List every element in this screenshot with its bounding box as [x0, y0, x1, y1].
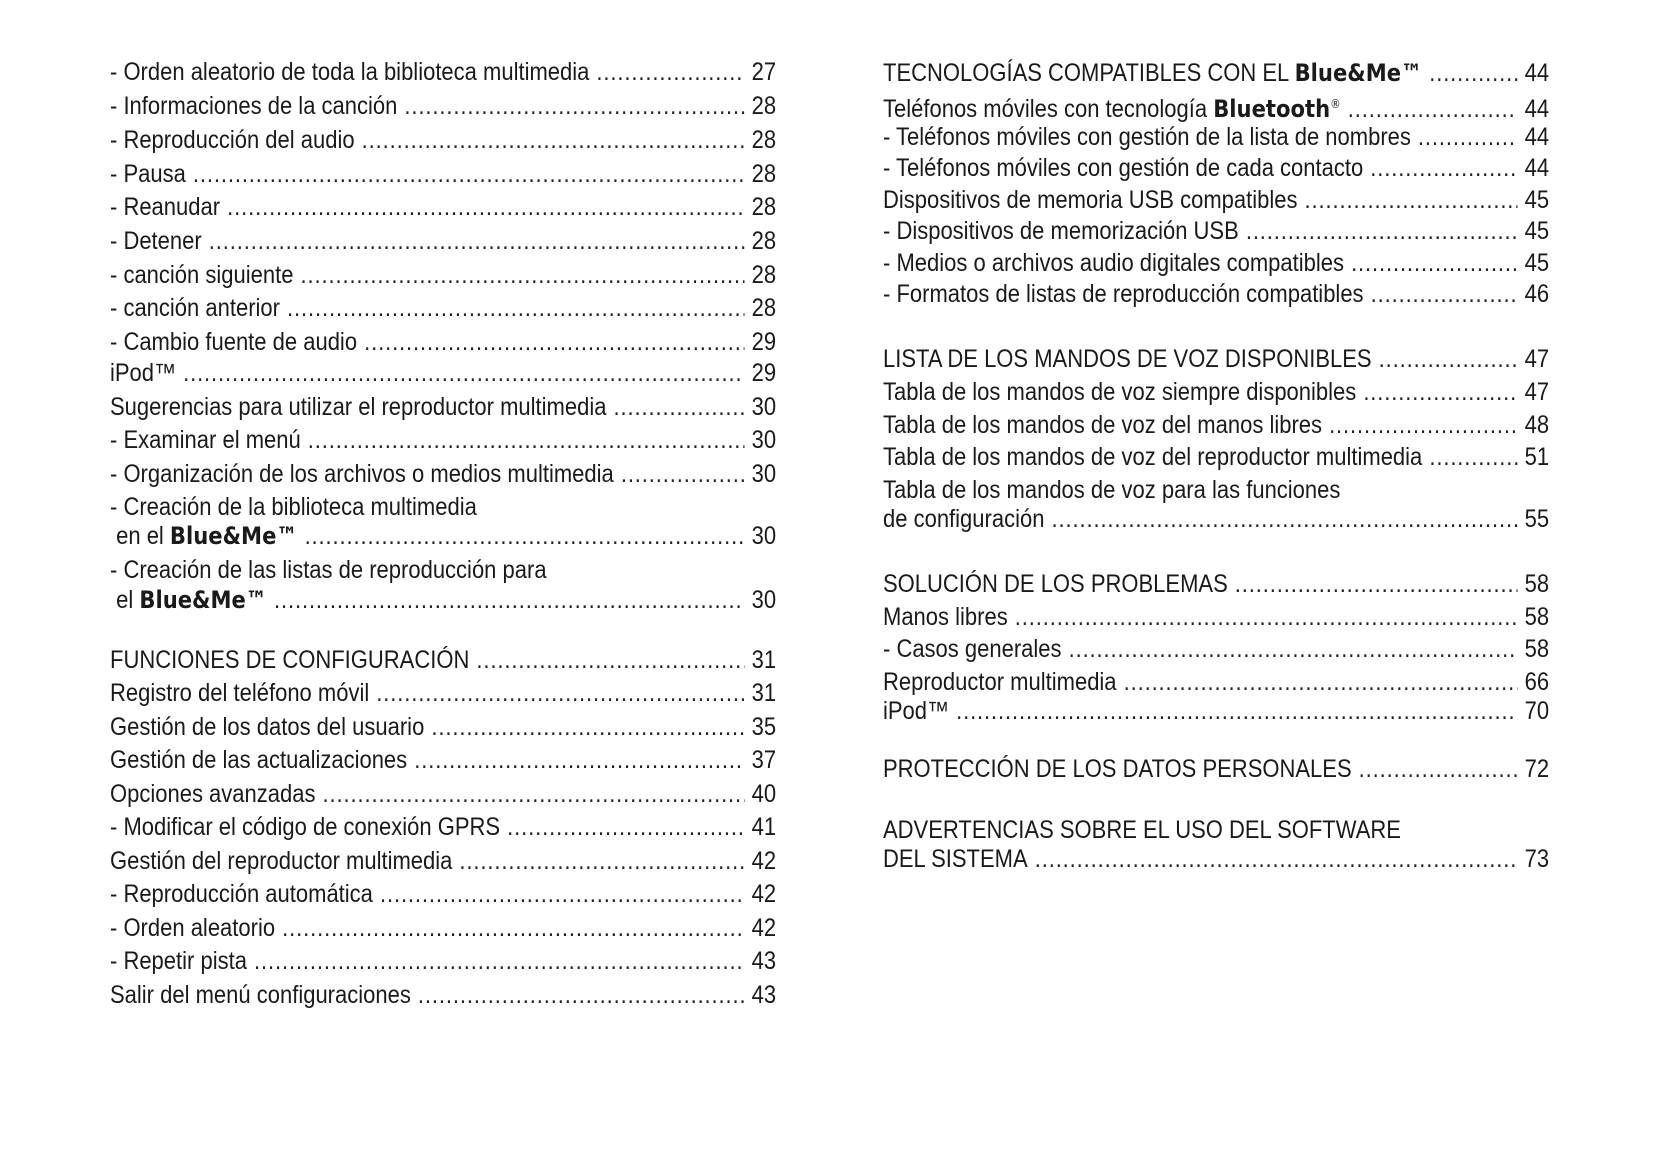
toc-entry-title — [883, 342, 1372, 376]
dot-leader — [193, 157, 745, 191]
brand-name — [1213, 95, 1341, 123]
toc-entry-text: DEL SISTEMA — [883, 845, 1028, 873]
dot-leader — [1418, 120, 1518, 154]
toc-entry-title — [110, 877, 373, 911]
toc-entry-title — [110, 325, 357, 359]
dot-leader — [1370, 151, 1517, 185]
toc-entry[interactable] — [110, 390, 776, 424]
toc-entry[interactable] — [110, 643, 776, 677]
toc-entry-title — [110, 423, 301, 457]
toc-entry[interactable] — [110, 224, 776, 258]
toc-entry-text: Manos libres — [883, 603, 1008, 631]
toc-entry-text: - Medios o archivos audio digitales compatibles — [883, 249, 1345, 277]
dot-leader — [380, 877, 745, 911]
dot-leader — [300, 258, 744, 292]
toc-entry[interactable] — [110, 553, 776, 587]
toc-entry-text: FUNCIONES DE CONFIGURACIÓN — [110, 646, 470, 674]
dot-leader — [1363, 375, 1517, 409]
toc-entry-title — [110, 583, 267, 617]
dot-leader — [323, 777, 745, 811]
toc-entry-text: Salir del menú configuraciones — [110, 981, 411, 1009]
toc-entry-text: - Orden aleatorio de toda la biblioteca multimedia — [110, 58, 590, 86]
toc-entry[interactable] — [883, 440, 1549, 474]
toc-entry-text: ADVERTENCIAS SOBRE EL USO DEL SOFTWARE — [883, 816, 1401, 844]
dot-leader — [1379, 342, 1518, 376]
brand-text: Blue&Me™ — [169, 522, 298, 550]
dot-leader — [418, 978, 745, 1012]
toc-entry[interactable] — [110, 710, 776, 744]
toc-entry[interactable] — [883, 632, 1549, 666]
dot-leader — [364, 325, 745, 359]
toc-entry-text: LISTA DE LOS MANDOS DE VOZ DISPONIBLES — [883, 345, 1372, 373]
toc-entry-title — [883, 375, 1356, 409]
toc-page-number: 31 — [751, 646, 777, 674]
toc-page-number: 29 — [751, 328, 777, 356]
dot-leader — [282, 911, 745, 945]
dot-leader — [376, 676, 744, 710]
toc-entry[interactable] — [883, 375, 1549, 409]
toc-page-number: 30 — [751, 393, 777, 421]
toc-page-number: 42 — [751, 880, 777, 908]
toc-entry-title — [110, 519, 298, 553]
dot-leader — [956, 694, 1518, 728]
toc-entry[interactable] — [110, 190, 776, 224]
toc-page-number: 51 — [1524, 443, 1550, 471]
toc-entry-text: Teléfonos móviles con tecnología — [883, 95, 1214, 123]
toc-page-number: 37 — [751, 746, 777, 774]
registered-mark: ® — [1330, 97, 1341, 111]
toc-entry-title — [110, 457, 614, 491]
dot-leader — [621, 457, 745, 491]
brand-text: Bluetooth — [1213, 95, 1331, 123]
toc-entry-title — [110, 844, 452, 878]
toc-entry-text: - Detener — [110, 227, 202, 255]
toc-entry-text: Dispositivos de memoria USB compatibles — [883, 186, 1298, 214]
toc-entry-text: - Informaciones de la canción — [110, 92, 398, 120]
toc-entry[interactable] — [110, 978, 776, 1012]
toc-page-number: 30 — [751, 426, 777, 454]
toc-page-number: 28 — [751, 193, 777, 221]
toc-entry[interactable] — [883, 277, 1549, 311]
toc-entry[interactable] — [110, 89, 776, 123]
toc-entry[interactable] — [883, 214, 1549, 248]
toc-entry[interactable] — [110, 810, 776, 844]
toc-page-number: 30 — [751, 586, 777, 614]
toc-entry-title — [883, 120, 1411, 154]
toc-entry[interactable] — [883, 408, 1549, 442]
toc-page-number: 45 — [1524, 249, 1550, 277]
toc-page-number: 40 — [751, 780, 777, 808]
dot-leader — [404, 89, 744, 123]
dot-leader — [1069, 632, 1518, 666]
toc-entry[interactable] — [883, 502, 1549, 536]
dot-leader — [1035, 842, 1518, 876]
toc-entry-text: - Casos generales — [883, 635, 1062, 663]
dot-leader — [1429, 56, 1517, 90]
toc-entry-text: Sugerencias para utilizar el reproductor multimedia — [110, 393, 607, 421]
toc-page-number: 48 — [1524, 411, 1550, 439]
toc-page-number: 28 — [751, 92, 777, 120]
toc-entry-text: - Orden aleatorio — [110, 914, 276, 942]
toc-page-number: 44 — [1524, 59, 1550, 87]
toc-entry-title — [110, 356, 176, 390]
toc-page-number: 28 — [751, 294, 777, 322]
toc-entry-title — [883, 752, 1352, 786]
dot-leader — [227, 190, 745, 224]
toc-entry-text: Reproductor multimedia — [883, 668, 1117, 696]
toc-page-number: 70 — [1524, 697, 1550, 725]
toc-entry-title — [110, 89, 397, 123]
toc-page-number: 73 — [1524, 845, 1550, 873]
toc-entry-text: PROTECCIÓN DE LOS DATOS PERSONALES — [883, 755, 1352, 783]
toc-page-number: 55 — [1524, 505, 1550, 533]
toc-entry-text: - Creación de las listas de reproducción para — [110, 556, 547, 584]
toc-entry-title — [110, 55, 589, 89]
toc-entry-text: - canción anterior — [110, 294, 280, 322]
dot-leader — [1015, 600, 1518, 634]
dot-leader — [183, 356, 745, 390]
toc-entry[interactable] — [110, 325, 776, 359]
toc-entry-title — [110, 390, 606, 424]
toc-page-number: 42 — [751, 847, 777, 875]
dot-leader — [362, 123, 745, 157]
toc-entry[interactable] — [883, 694, 1549, 728]
toc-entry[interactable] — [110, 123, 776, 157]
toc-entry-text: Gestión del reproductor multimedia — [110, 847, 453, 875]
toc-entry-text: - Repetir pista — [110, 947, 247, 975]
toc-entry-title — [883, 600, 1008, 634]
toc-entry-title — [883, 408, 1322, 442]
toc-entry-title — [110, 710, 424, 744]
toc-entry-title — [883, 277, 1364, 311]
toc-page-number: 28 — [751, 160, 777, 188]
toc-entry[interactable] — [110, 519, 776, 553]
toc-page-number: 58 — [1524, 603, 1550, 631]
toc-entry-text: - Modificar el código de conexión GPRS — [110, 813, 501, 841]
toc-entry[interactable] — [883, 842, 1549, 876]
toc-entry-text: en el — [110, 522, 170, 550]
toc-entry[interactable] — [110, 777, 776, 811]
dot-leader — [614, 390, 745, 424]
toc-entry-text: TECNOLOGÍAS COMPATIBLES CON EL — [883, 59, 1295, 87]
toc-page-number: 28 — [751, 227, 777, 255]
toc-entry-title — [883, 632, 1062, 666]
toc-entry-text: iPod™ — [883, 697, 950, 725]
toc-entry-text: - Examinar el menú — [110, 426, 301, 454]
toc-entry-text: - Reproducción automática — [110, 880, 373, 908]
toc-entry[interactable] — [110, 258, 776, 292]
toc-entry-title — [883, 842, 1028, 876]
toc-entry[interactable] — [110, 743, 776, 777]
dot-leader — [308, 423, 745, 457]
toc-page-number: 66 — [1524, 668, 1550, 696]
toc-entry[interactable] — [883, 87, 1549, 121]
toc-entry[interactable] — [110, 844, 776, 878]
brand-name — [1295, 59, 1423, 87]
toc-page-number: 28 — [751, 126, 777, 154]
toc-entry-title — [883, 440, 1422, 474]
toc-entry-text: - Teléfonos móviles con gestión de cada contacto — [883, 154, 1364, 182]
toc-entry-title — [110, 911, 275, 945]
toc-entry-text: el — [110, 586, 140, 614]
dot-leader — [209, 224, 745, 258]
toc-entry[interactable] — [883, 342, 1549, 376]
toc-entry-title — [110, 810, 500, 844]
brand-name — [170, 522, 298, 550]
toc-entry[interactable] — [110, 55, 776, 89]
toc-page-number: 27 — [751, 58, 777, 86]
toc-entry[interactable] — [110, 944, 776, 978]
toc-page-number: 30 — [751, 460, 777, 488]
toc-entry[interactable] — [883, 120, 1549, 154]
toc-entry-text: Tabla de los mandos de voz del reproductor multimedia — [883, 443, 1423, 471]
dot-leader — [431, 710, 744, 744]
toc-entry-title — [110, 553, 547, 587]
toc-entry-title — [883, 151, 1363, 185]
toc-entry-title — [110, 777, 315, 811]
toc-page-number: 42 — [751, 914, 777, 942]
toc-entry-title — [110, 190, 220, 224]
toc-entry-text: - canción siguiente — [110, 261, 294, 289]
toc-entry[interactable] — [883, 567, 1549, 601]
toc-entry-title — [110, 944, 247, 978]
toc-entry-text: - Creación de la biblioteca multimedia — [110, 493, 477, 521]
toc-entry-title — [883, 246, 1344, 280]
dot-leader — [1305, 183, 1518, 217]
toc-page-number: 46 — [1524, 280, 1550, 308]
toc-entry-text: Tabla de los mandos de voz del manos libres — [883, 411, 1323, 439]
toc-entry-text: - Dispositivos de memorización USB — [883, 217, 1239, 245]
toc-entry[interactable] — [110, 356, 776, 390]
dot-leader — [287, 291, 745, 325]
toc-page-number: 47 — [1524, 378, 1550, 406]
toc-entry-title — [110, 123, 355, 157]
toc-entry-title — [110, 978, 411, 1012]
toc-entry-text: - Reproducción del audio — [110, 126, 355, 154]
toc-entry-title — [110, 676, 369, 710]
toc-entry-text: - Reanudar — [110, 193, 221, 221]
toc-entry[interactable] — [110, 583, 776, 617]
toc-entry-title — [883, 694, 949, 728]
dot-leader — [1351, 246, 1518, 280]
toc-entry[interactable] — [110, 291, 776, 325]
brand-text: Blue&Me™ — [139, 586, 267, 614]
toc-entry[interactable] — [110, 877, 776, 911]
toc-entry-text: Tabla de los mandos de voz siempre disponibles — [883, 378, 1357, 406]
toc-entry-title — [883, 56, 1422, 90]
toc-entry[interactable] — [883, 183, 1549, 217]
brand-name — [139, 586, 267, 614]
toc-entry-text: iPod™ — [110, 359, 177, 387]
toc-page-number: 44 — [1524, 95, 1550, 123]
dot-leader — [1371, 277, 1518, 311]
toc-entry-title — [110, 643, 469, 677]
toc-entry-title — [110, 157, 186, 191]
dot-leader — [507, 810, 745, 844]
dot-leader — [1235, 567, 1518, 601]
toc-page-number: 45 — [1524, 217, 1550, 245]
dot-leader — [476, 643, 744, 677]
dot-leader — [254, 944, 745, 978]
dot-leader — [1359, 752, 1518, 786]
dot-leader — [1429, 440, 1517, 474]
dot-leader — [1051, 502, 1517, 536]
toc-entry-text: SOLUCIÓN DE LOS PROBLEMAS — [883, 570, 1228, 598]
toc-entry[interactable] — [883, 56, 1549, 90]
toc-entry-text: Gestión de las actualizaciones — [110, 746, 408, 774]
toc-entry-text: - Formatos de listas de reproducción compatibles — [883, 280, 1364, 308]
toc-entry-title — [110, 743, 407, 777]
toc-page-number: 44 — [1524, 154, 1550, 182]
brand-text: Blue&Me™ — [1294, 59, 1423, 87]
toc-page-number: 29 — [751, 359, 777, 387]
toc-entry-title — [883, 214, 1239, 248]
toc-entry[interactable] — [883, 600, 1549, 634]
toc-entry-text: Gestión de los datos del usuario — [110, 713, 425, 741]
toc-entry[interactable] — [883, 151, 1549, 185]
dot-leader — [305, 519, 745, 553]
toc-entry[interactable] — [883, 246, 1549, 280]
toc-page-number: 45 — [1524, 186, 1550, 214]
toc-page-number: 58 — [1524, 635, 1550, 663]
toc-page-number: 72 — [1524, 755, 1550, 783]
dot-leader — [596, 55, 744, 89]
toc-entry-title — [110, 224, 202, 258]
dot-leader — [414, 743, 744, 777]
toc-entry[interactable] — [110, 911, 776, 945]
dot-leader — [1329, 408, 1518, 442]
toc-page-number: 47 — [1524, 345, 1550, 373]
toc-entry-text: - Organización de los archivos o medios multimedia — [110, 460, 614, 488]
toc-entry-title — [883, 502, 1044, 536]
toc-page-number: 43 — [751, 947, 777, 975]
toc-page-number: 31 — [751, 679, 777, 707]
toc-page-number: 28 — [751, 261, 777, 289]
dot-leader — [1246, 214, 1518, 248]
toc-entry-text: - Pausa — [110, 160, 186, 188]
toc-page-number: 30 — [751, 522, 777, 550]
toc-entry-text: Registro del teléfono móvil — [110, 679, 370, 707]
toc-entry-text: - Teléfonos móviles con gestión de la lista de nombres — [883, 123, 1411, 151]
toc-page-number: 58 — [1524, 570, 1550, 598]
toc-page-number: 41 — [751, 813, 777, 841]
toc-page-number: 43 — [751, 981, 777, 1009]
toc-entry-title — [110, 258, 293, 292]
dot-leader — [274, 583, 745, 617]
toc-entry[interactable] — [883, 752, 1549, 786]
toc-page-number: 35 — [751, 713, 777, 741]
toc-page-number: 44 — [1524, 123, 1550, 151]
toc-entry[interactable] — [110, 676, 776, 710]
toc-entry-title — [883, 183, 1297, 217]
toc-entry[interactable] — [110, 423, 776, 457]
toc-entry[interactable] — [110, 457, 776, 491]
toc-entry-title — [110, 291, 280, 325]
toc-entry-text: de configuración — [883, 505, 1045, 533]
toc-entry-text: Tabla de los mandos de voz para las funciones — [883, 476, 1341, 504]
toc-entry-title — [883, 567, 1228, 601]
toc-entry-text: - Cambio fuente de audio — [110, 328, 358, 356]
dot-leader — [459, 844, 744, 878]
toc-entry-text: Opciones avanzadas — [110, 780, 316, 808]
toc-entry[interactable] — [110, 157, 776, 191]
